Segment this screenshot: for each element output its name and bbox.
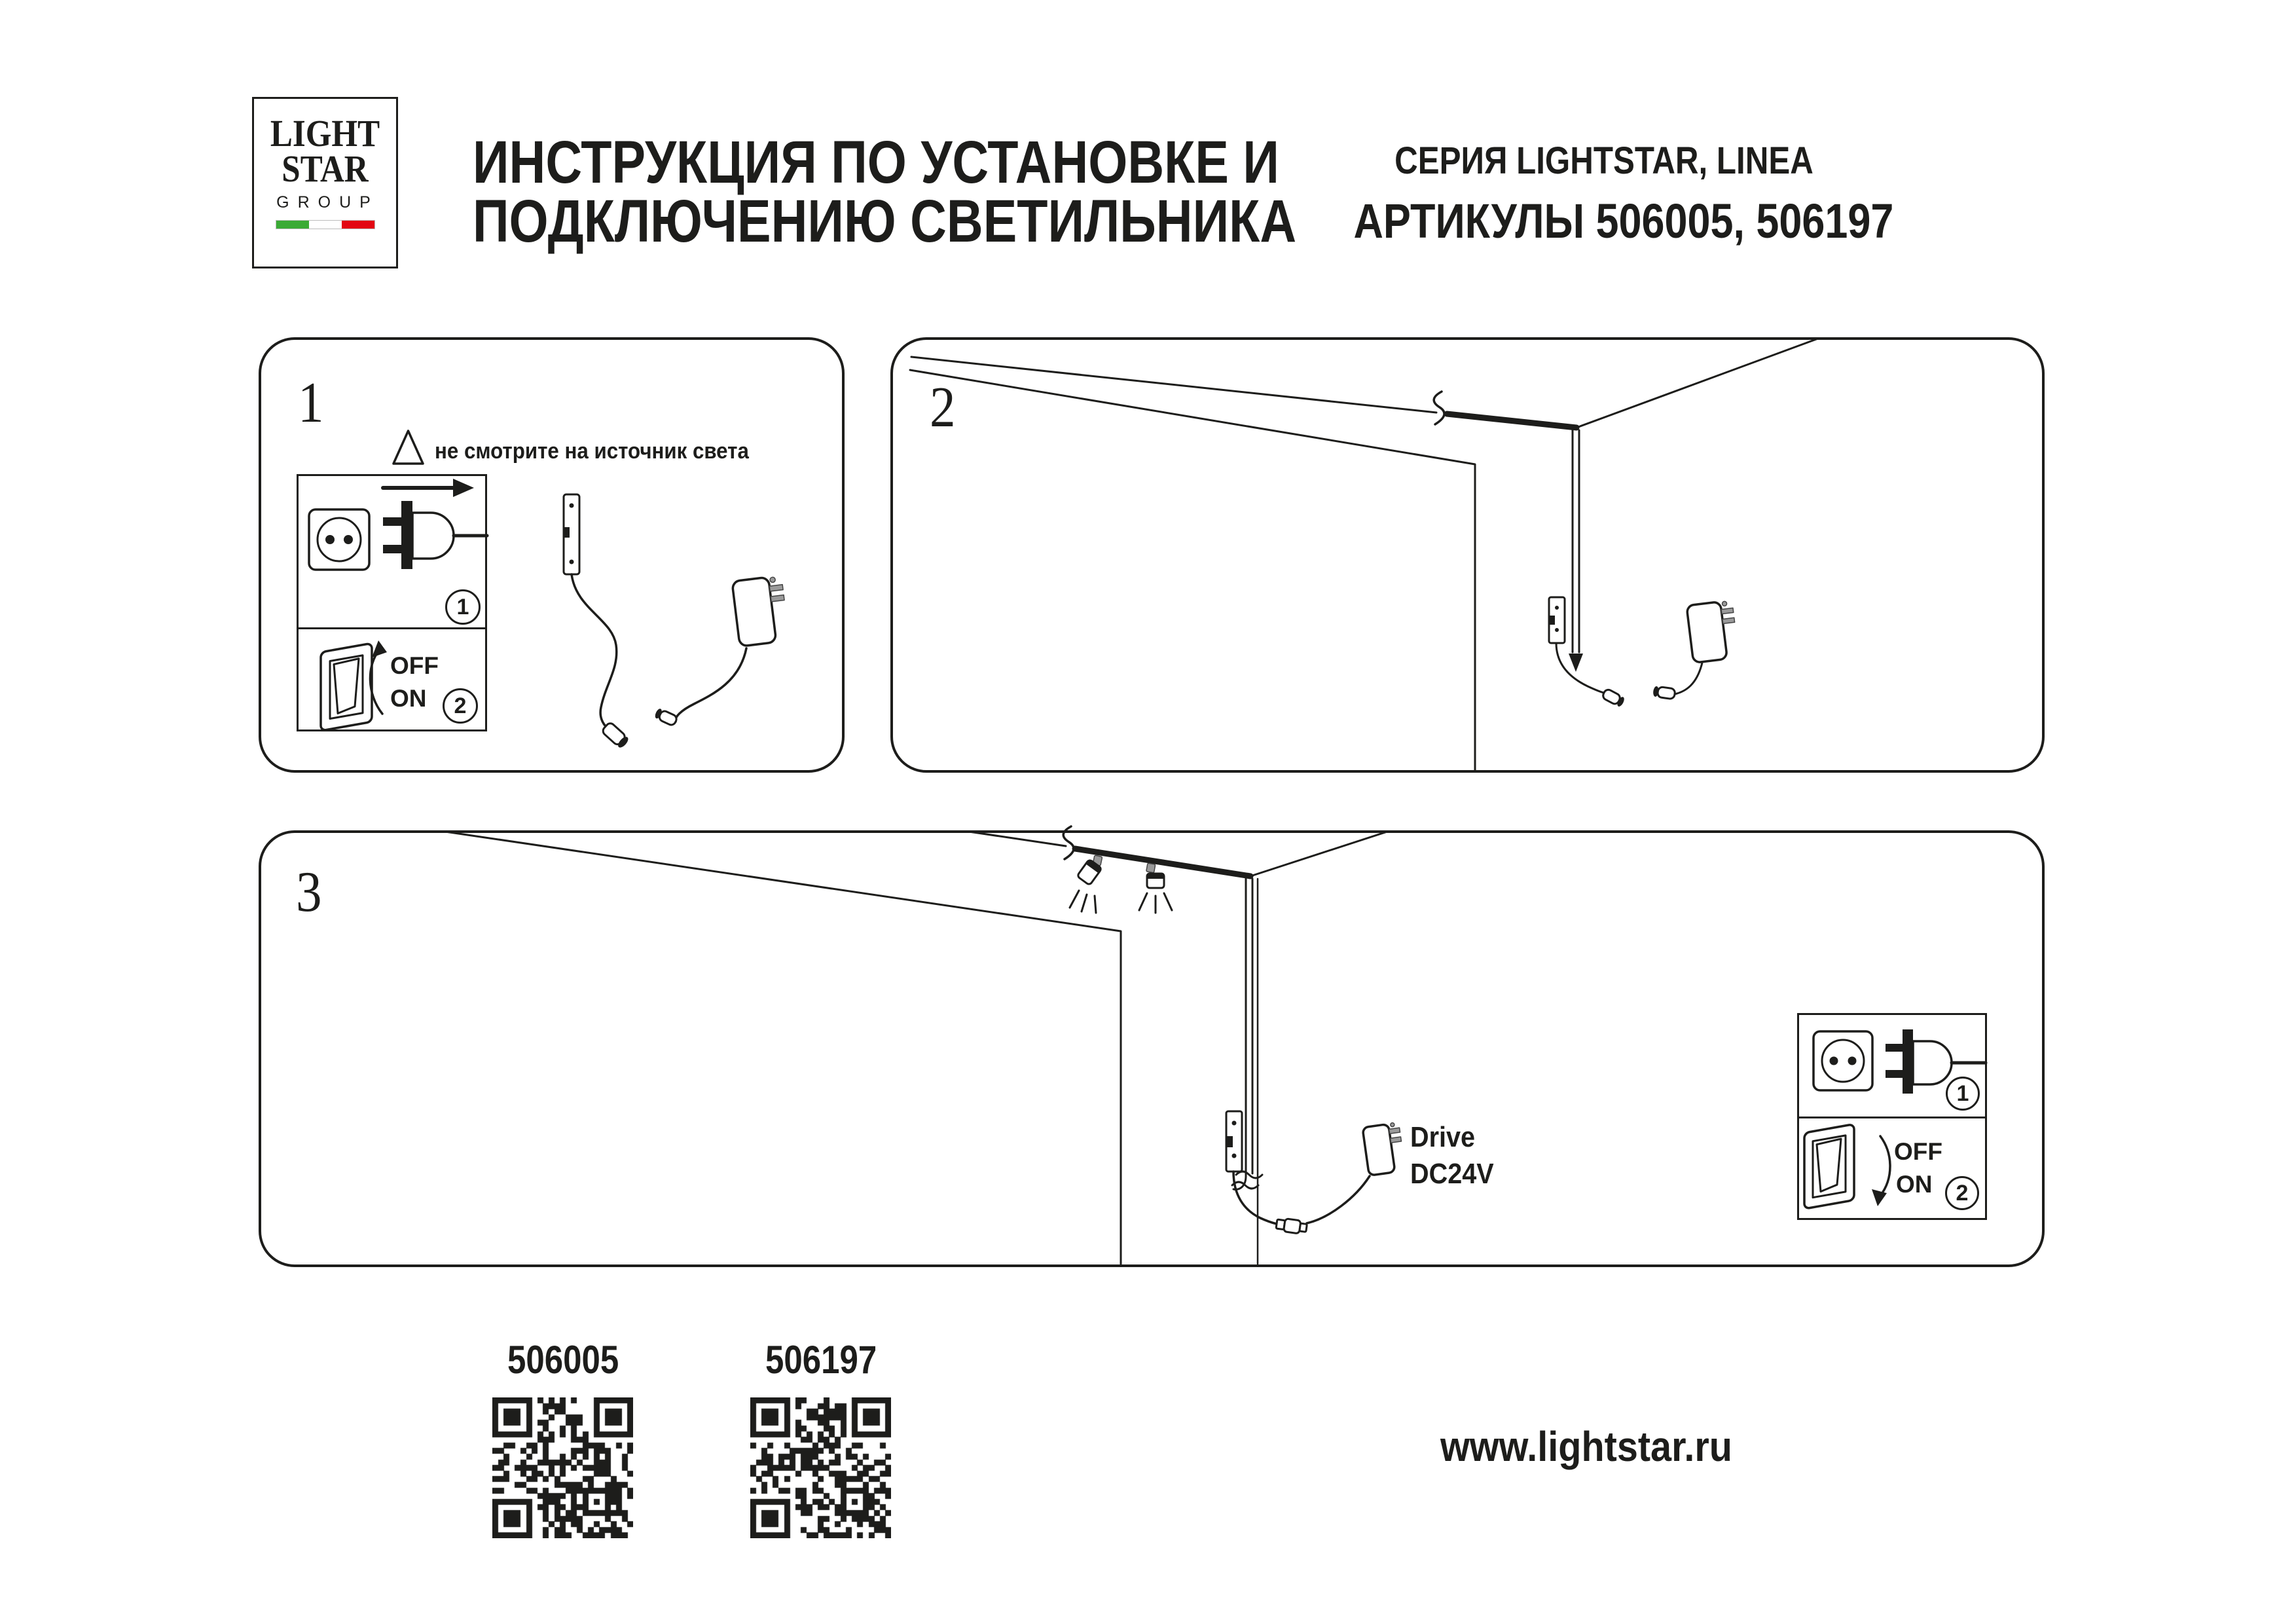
logo-word-group: GROUP — [276, 193, 379, 212]
step1-off-label: OFF — [390, 652, 439, 679]
lightstar-logo — [252, 97, 398, 268]
page-title-line2: ПОДКЛЮЧЕНИЮ СВЕТИЛЬНИКА — [473, 188, 1297, 255]
page-title-line1: ИНСТРУКЦИЯ ПО УСТАНОВКЕ И — [473, 129, 1279, 196]
series-block — [1309, 139, 1899, 249]
website-url: www.lightstar.ru — [1440, 1423, 1732, 1470]
step2-number: 2 — [930, 376, 956, 439]
panel-divider — [1799, 1116, 1985, 1118]
panel-divider — [299, 627, 485, 629]
step1-plug-badge: 1 — [445, 589, 481, 625]
article-number-2: 506197 — [765, 1338, 877, 1382]
qr-code-506197 — [750, 1397, 891, 1538]
step1-on-label: ON — [390, 685, 427, 712]
italian-flag-stripe — [276, 220, 375, 229]
step3-switch-badge: 2 — [1945, 1176, 1979, 1210]
warning-text: не смотрите на источник света — [435, 439, 749, 464]
qr-code-506005 — [492, 1397, 633, 1538]
flag-green — [276, 221, 309, 229]
step1-switch-badge: 2 — [443, 688, 478, 724]
flag-red — [342, 221, 374, 229]
logo-word-star: STAR — [282, 147, 369, 190]
step1-number: 1 — [298, 371, 324, 435]
driver-label-line1: Drive — [1410, 1121, 1476, 1153]
step3-off-label: OFF — [1894, 1138, 1942, 1165]
step3-plug-badge: 1 — [1946, 1077, 1980, 1111]
step3-on-label: ON — [1896, 1171, 1933, 1198]
article-number-1: 506005 — [507, 1338, 619, 1382]
series-title: СЕРИЯ LIGHTSTAR, LINEA — [1394, 139, 1813, 182]
flag-white — [309, 221, 342, 229]
step3-number: 3 — [296, 860, 322, 924]
logo-word-light: LIGHT — [270, 112, 380, 155]
driver-label-line2: DC24V — [1410, 1158, 1494, 1190]
step2-box — [890, 337, 2045, 773]
articles-title: АРТИКУЛЫ 506005, 506197 — [1353, 194, 1894, 248]
step3-box — [259, 830, 2045, 1267]
